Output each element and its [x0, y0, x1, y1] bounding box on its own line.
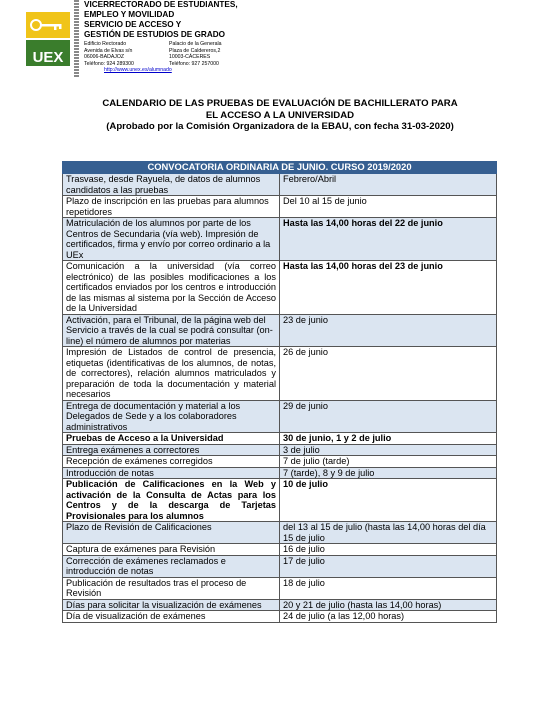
- date-cell: 16 de julio: [280, 544, 497, 556]
- date-cell: Hasta las 14,00 horas del 23 de junio: [280, 261, 497, 315]
- address-line: 10003-CÁCERES: [169, 54, 211, 61]
- table-row: [63, 314, 497, 347]
- org-line: GESTIÓN DE ESTUDIOS DE GRADO: [84, 30, 226, 39]
- date-cell: 7 de julio (tarde): [280, 456, 497, 468]
- task-cell: Publicación de resultados tras el proceso de Revisión: [63, 577, 280, 599]
- table-row: [63, 467, 497, 479]
- date-cell: 30 de junio, 1 y 2 de julio: [280, 433, 497, 445]
- task-cell: Comunicación a la universidad (vía correo electrónico) de las posibles modificaciones a los certificados enviados por los centros e introducción de las mismas al sistema por la Sección de Acceso de la Universidad: [63, 261, 280, 315]
- table-row: [63, 218, 497, 261]
- table-row: [63, 261, 497, 315]
- address-line: Palacio de la Generala: [169, 41, 222, 47]
- task-cell: Trasvase, desde Rayuela, de datos de alumnos candidatos a las pruebas: [63, 174, 280, 196]
- task-cell: Captura de exámenes para Revisión: [63, 544, 280, 556]
- svg-text:UEX: UEX: [32, 49, 64, 66]
- date-cell: del 13 al 15 de julio (hasta las 14,00 horas del día 15 de julio: [280, 522, 497, 544]
- org-line: VICERRECTORADO DE ESTUDIANTES,: [84, 0, 238, 9]
- task-cell: Plazo de Revisión de Calificaciones: [63, 522, 280, 544]
- document-title: [60, 98, 500, 133]
- table-row: [63, 444, 497, 456]
- table-row: [63, 174, 497, 196]
- title-line-3: (Aprobado por la Comisión Organizadora de la EBAU, con fecha 31-03-2020): [106, 121, 454, 132]
- address-caceres: [169, 41, 222, 67]
- date-cell: Del 10 al 15 de junio: [280, 196, 497, 218]
- address-line: Plaza de Caldereros,2: [169, 47, 221, 54]
- uex-logo-icon: [26, 12, 70, 66]
- table-row: [63, 196, 497, 218]
- letterhead: [26, 0, 326, 80]
- date-cell: 18 de julio: [280, 577, 497, 599]
- address-block: [84, 41, 324, 67]
- task-cell: Pruebas de Acceso a la Universidad: [63, 433, 280, 445]
- table-row: [63, 522, 497, 544]
- task-cell: Días para solicitar la visualización de exámenes: [63, 599, 280, 611]
- task-cell: Recepción de exámenes corregidos: [63, 456, 280, 468]
- task-cell: Publicación de Calificaciones en la Web y activación de la Consulta de Actas para los Centros y de la descarga de Tarjetas Provisionales para los alumnos: [63, 479, 280, 522]
- task-cell: Entrega de documentación y material a los Delegados de Sede y a los colaboradores administrativos: [63, 400, 280, 433]
- task-cell: Activación, para el Tribunal, de la página web del Servicio a través de la cual se podrá consultar (on-line) el número de alumnos por materias: [63, 314, 280, 347]
- table-row: [63, 577, 497, 599]
- table-row: [63, 400, 497, 433]
- table-row: [63, 479, 497, 522]
- task-cell: Impresión de Listados de control de presencia, etiquetas (identificativas de los alumnos, de notas, de correctores), relación alumnos matriculados y preparación de toda la documentación y material necesarios: [63, 347, 280, 401]
- calendar-rows: [63, 174, 497, 623]
- address-line: Edificio Rectorado: [84, 41, 127, 47]
- task-cell: Entrega exámenes a correctores: [63, 444, 280, 456]
- table-row: [63, 347, 497, 401]
- task-cell: Día de visualización de exámenes: [63, 611, 280, 623]
- address-line: Avenida de Elvas s/n: [84, 47, 133, 54]
- website-link[interactable]: http://www.unex.es/alumnado: [104, 67, 172, 74]
- organization-block: [84, 0, 324, 73]
- date-cell: Febrero/Abril: [280, 174, 497, 196]
- table-row: [63, 544, 497, 556]
- task-cell: Matriculación de los alumnos por parte de los Centros de Secundaria (vía web). Impresión de certificados, firma y envío por correo ordinario a la UEx: [63, 218, 280, 261]
- address-line: 06006-BADAJOZ: [84, 54, 125, 61]
- calendar-table: [62, 161, 497, 623]
- task-cell: Introducción de notas: [63, 467, 280, 479]
- address-line: Teléfono: 927 257000: [169, 60, 219, 67]
- vertical-text-strip: [74, 0, 79, 80]
- task-cell: Corrección de exámenes reclamados e introducción de notas: [63, 555, 280, 577]
- date-cell: 10 de julio: [280, 479, 497, 522]
- org-line: SERVICIO DE ACCESO Y: [84, 20, 182, 29]
- table-row: [63, 599, 497, 611]
- table-heading: CONVOCATORIA ORDINARIA DE JUNIO. CURSO 2019/2020: [63, 162, 497, 174]
- table-row: [63, 456, 497, 468]
- date-cell: 7 (tarde), 8 y 9 de julio: [280, 467, 497, 479]
- date-cell: 20 y 21 de julio (hasta las 14,00 horas): [280, 599, 497, 611]
- date-cell: Hasta las 14,00 horas del 22 de junio: [280, 218, 497, 261]
- date-cell: 17 de julio: [280, 555, 497, 577]
- address-badajoz: [84, 41, 169, 67]
- table-row: [63, 433, 497, 445]
- date-cell: 26 de junio: [280, 347, 497, 401]
- org-line: EMPLEO Y MOVILIDAD: [84, 10, 175, 19]
- date-cell: 29 de junio: [280, 400, 497, 433]
- task-cell: Plazo de inscripción en las pruebas para alumnos repetidores: [63, 196, 280, 218]
- address-line: Teléfono: 924 289300: [84, 60, 134, 67]
- date-cell: 3 de julio: [280, 444, 497, 456]
- table-row: [63, 611, 497, 623]
- table-row: [63, 555, 497, 577]
- date-cell: 24 de julio (a las 12,00 horas): [280, 611, 497, 623]
- date-cell: 23 de junio: [280, 314, 497, 347]
- title-line-1: CALENDARIO DE LAS PRUEBAS DE EVALUACIÓN DE BACHILLERATO PARA: [102, 98, 458, 109]
- title-line-2: EL ACCESO A LA UNIVERSIDAD: [205, 109, 355, 121]
